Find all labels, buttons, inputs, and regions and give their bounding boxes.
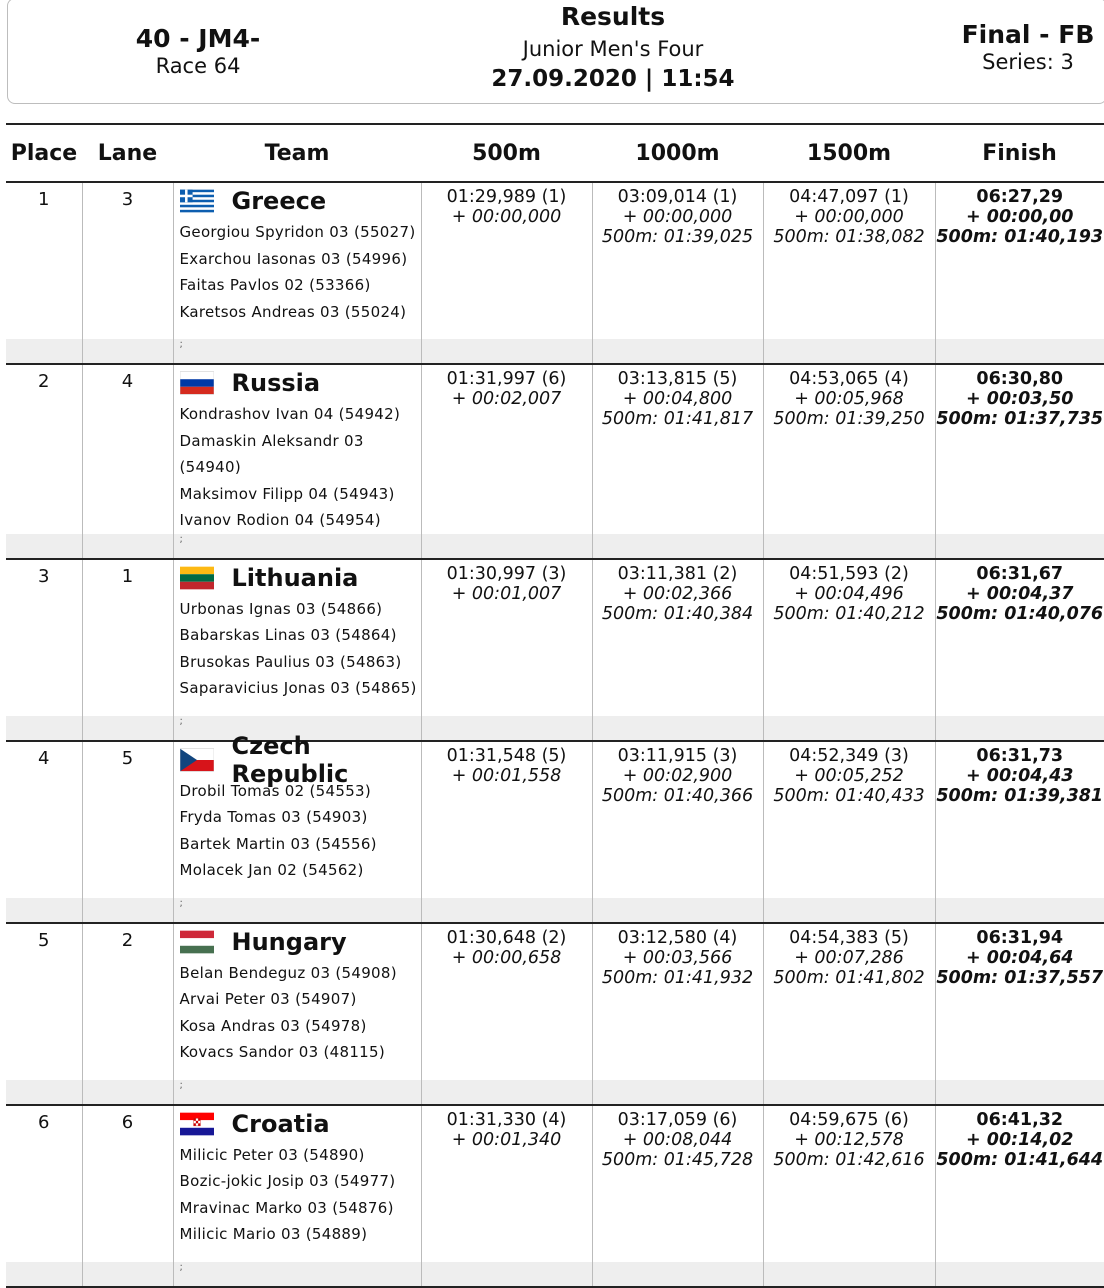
crew-member: Georgiou Spyridon 03 (55027) xyxy=(180,219,421,246)
crew-member: Saparavicius Jonas 03 (54865) xyxy=(180,675,421,702)
race-datetime: 27.09.2020 | 11:54 xyxy=(448,64,778,94)
final-label: Final - FB xyxy=(948,21,1104,49)
crew-list xyxy=(180,596,421,702)
crew-member: Brusokas Paulius 03 (54863) xyxy=(180,649,421,676)
split-pace: 500m: 01:40,366 xyxy=(593,786,763,806)
table-row xyxy=(6,364,1104,534)
split-s1000 xyxy=(592,559,763,716)
col-place: Place xyxy=(6,124,82,182)
country-name: Hungary xyxy=(232,928,347,956)
split-time: 04:54,383 (5) xyxy=(764,928,935,948)
race-number: Race 64 xyxy=(128,53,268,79)
crew-member: Bartek Martin 03 (54556) xyxy=(180,831,421,858)
split-time: 04:59,675 (6) xyxy=(764,1110,935,1130)
split-s1000 xyxy=(592,1105,763,1262)
place-cell: 3 xyxy=(6,559,82,716)
crew-member: Milicic Mario 03 (54889) xyxy=(180,1221,421,1248)
croatia-flag-icon xyxy=(180,1112,214,1136)
crew-list xyxy=(180,960,421,1066)
team-cell xyxy=(173,923,421,1080)
crew-member: Kosa Andras 03 (54978) xyxy=(180,1013,421,1040)
team-cell xyxy=(173,741,421,898)
split-s1000 xyxy=(592,182,763,339)
col-lane: Lane xyxy=(82,124,173,182)
table-row xyxy=(6,741,1104,898)
col-1000m: 1000m xyxy=(592,124,763,182)
split-delta: + 00:07,286 xyxy=(764,948,935,968)
col-1500m: 1500m xyxy=(763,124,935,182)
split-pace: 500m: 01:40,076 xyxy=(936,604,1104,624)
col-500m: 500m xyxy=(421,124,592,182)
split-time: 06:41,32 xyxy=(936,1110,1104,1130)
lane-cell: 3 xyxy=(82,182,173,339)
split-time: 04:53,065 (4) xyxy=(764,369,935,389)
title-block xyxy=(448,3,778,94)
split-time: 06:27,29 xyxy=(936,187,1104,207)
crew-member: Kovacs Sandor 03 (48115) xyxy=(180,1039,421,1066)
crew-member: Arvai Peter 03 (54907) xyxy=(180,986,421,1013)
split-delta: + 00:02,007 xyxy=(422,389,592,409)
split-pace: 500m: 01:41,802 xyxy=(764,968,935,988)
split-s1500 xyxy=(763,923,935,1080)
split-finish xyxy=(935,364,1104,534)
split-time: 03:09,014 (1) xyxy=(593,187,763,207)
split-pace: 500m: 01:40,384 xyxy=(593,604,763,624)
crew-list xyxy=(180,1142,421,1248)
russia-flag-icon xyxy=(180,371,214,395)
results-header xyxy=(7,0,1104,104)
crew-list xyxy=(180,219,421,325)
split-time: 03:11,915 (3) xyxy=(593,746,763,766)
lane-cell: 4 xyxy=(82,364,173,534)
crew-member: Ivanov Rodion 04 (54954) xyxy=(180,507,421,534)
czech-flag-icon xyxy=(180,748,214,772)
split-pace: 500m: 01:41,644 xyxy=(936,1150,1104,1170)
page-title: Results xyxy=(448,3,778,31)
split-delta: + 00:00,000 xyxy=(422,207,592,227)
semicolon-mark: ; xyxy=(173,1262,421,1287)
split-delta: + 00:08,044 xyxy=(593,1130,763,1150)
row-separator xyxy=(6,716,1104,741)
crew-member: Mravinac Marko 03 (54876) xyxy=(180,1195,421,1222)
split-delta: + 00:04,37 xyxy=(936,584,1104,604)
crew-member: Karetsos Andreas 03 (55024) xyxy=(180,299,421,326)
split-delta: + 00:05,252 xyxy=(764,766,935,786)
table-header-row xyxy=(6,124,1104,182)
crew-member: Kondrashov Ivan 04 (54942) xyxy=(180,401,421,428)
split-finish xyxy=(935,923,1104,1080)
crew-member: Exarchou Iasonas 03 (54996) xyxy=(180,246,421,273)
crew-member: Faitas Pavlos 02 (53366) xyxy=(180,272,421,299)
split-pace: 500m: 01:38,082 xyxy=(764,227,935,247)
split-time: 01:31,548 (5) xyxy=(422,746,592,766)
crew-member: Babarskas Linas 03 (54864) xyxy=(180,622,421,649)
split-s1500 xyxy=(763,741,935,898)
split-delta: + 00:00,658 xyxy=(422,948,592,968)
country-name: Russia xyxy=(232,369,321,397)
split-delta: + 00:12,578 xyxy=(764,1130,935,1150)
split-pace: 500m: 01:37,557 xyxy=(936,968,1104,988)
semicolon-mark: ; xyxy=(173,898,421,923)
event-subtitle: Junior Men's Four xyxy=(448,36,778,62)
split-delta: + 00:04,496 xyxy=(764,584,935,604)
split-delta: + 00:04,43 xyxy=(936,766,1104,786)
table-row xyxy=(6,923,1104,1080)
split-s500 xyxy=(421,182,592,339)
split-delta: + 00:00,000 xyxy=(764,207,935,227)
crew-member: Urbonas Ignas 03 (54866) xyxy=(180,596,421,623)
lane-cell: 1 xyxy=(82,559,173,716)
split-time: 04:51,593 (2) xyxy=(764,564,935,584)
split-pace: 500m: 01:45,728 xyxy=(593,1150,763,1170)
col-team: Team xyxy=(173,124,421,182)
split-pace: 500m: 01:39,025 xyxy=(593,227,763,247)
split-s500 xyxy=(421,559,592,716)
split-delta: + 00:02,366 xyxy=(593,584,763,604)
semicolon-mark: ; xyxy=(173,716,421,741)
split-time: 04:47,097 (1) xyxy=(764,187,935,207)
crew-member: Maksimov Filipp 04 (54943) xyxy=(180,481,421,508)
split-pace: 500m: 01:42,616 xyxy=(764,1150,935,1170)
split-time: 03:12,580 (4) xyxy=(593,928,763,948)
row-separator xyxy=(6,1080,1104,1105)
split-finish xyxy=(935,1105,1104,1262)
table-row xyxy=(6,1105,1104,1262)
split-delta: + 00:01,007 xyxy=(422,584,592,604)
split-s1500 xyxy=(763,1105,935,1262)
split-time: 04:52,349 (3) xyxy=(764,746,935,766)
split-time: 01:29,989 (1) xyxy=(422,187,592,207)
row-separator xyxy=(6,1262,1104,1287)
table-row xyxy=(6,559,1104,716)
team-cell xyxy=(173,1105,421,1262)
split-pace: 500m: 01:39,381 xyxy=(936,786,1104,806)
place-cell: 5 xyxy=(6,923,82,1080)
split-time: 06:31,67 xyxy=(936,564,1104,584)
country-name: Lithuania xyxy=(232,564,359,592)
lane-cell: 6 xyxy=(82,1105,173,1262)
col-finish: Finish xyxy=(935,124,1104,182)
place-cell: 1 xyxy=(6,182,82,339)
crew-member: Milicic Peter 03 (54890) xyxy=(180,1142,421,1169)
split-delta: + 00:03,566 xyxy=(593,948,763,968)
split-s1000 xyxy=(592,923,763,1080)
split-s500 xyxy=(421,923,592,1080)
split-delta: + 00:01,558 xyxy=(422,766,592,786)
greece-flag-icon xyxy=(180,189,214,213)
split-finish xyxy=(935,182,1104,339)
team-cell xyxy=(173,559,421,716)
split-delta: + 00:00,000 xyxy=(593,207,763,227)
series-label: Series: 3 xyxy=(948,49,1104,75)
split-pace: 500m: 01:39,250 xyxy=(764,409,935,429)
split-delta: + 00:03,50 xyxy=(936,389,1104,409)
split-time: 01:30,648 (2) xyxy=(422,928,592,948)
split-finish xyxy=(935,741,1104,898)
split-time: 06:31,94 xyxy=(936,928,1104,948)
row-separator xyxy=(6,339,1104,364)
crew-member: Damaskin Aleksandr 03 (54940) xyxy=(180,428,421,481)
semicolon-mark: ; xyxy=(173,339,421,364)
lane-cell: 5 xyxy=(82,741,173,898)
split-time: 01:31,997 (6) xyxy=(422,369,592,389)
split-pace: 500m: 01:41,932 xyxy=(593,968,763,988)
split-delta: + 00:00,00 xyxy=(936,207,1104,227)
split-s500 xyxy=(421,741,592,898)
place-cell: 6 xyxy=(6,1105,82,1262)
place-cell: 2 xyxy=(6,364,82,534)
split-time: 01:30,997 (3) xyxy=(422,564,592,584)
split-s1500 xyxy=(763,559,935,716)
crew-member: Fryda Tomas 03 (54903) xyxy=(180,804,421,831)
split-s1500 xyxy=(763,182,935,339)
team-cell xyxy=(173,364,421,534)
lithuania-flag-icon xyxy=(180,566,214,590)
semicolon-mark: ; xyxy=(173,1080,421,1105)
country-name: Croatia xyxy=(232,1110,330,1138)
split-s500 xyxy=(421,1105,592,1262)
event-code: 40 - JM4- xyxy=(128,25,268,53)
row-separator xyxy=(6,898,1104,923)
split-pace: 500m: 01:40,212 xyxy=(764,604,935,624)
team-cell xyxy=(173,182,421,339)
crew-member: Drobil Tomas 02 (54553) xyxy=(180,778,421,805)
split-s500 xyxy=(421,364,592,534)
country-name: Greece xyxy=(232,187,327,215)
split-time: 03:11,381 (2) xyxy=(593,564,763,584)
lane-cell: 2 xyxy=(82,923,173,1080)
crew-list xyxy=(180,401,421,534)
results-table xyxy=(6,123,1104,1288)
event-block xyxy=(128,25,268,79)
split-delta: + 00:05,968 xyxy=(764,389,935,409)
split-time: 06:31,73 xyxy=(936,746,1104,766)
split-s1000 xyxy=(592,364,763,534)
split-delta: + 00:01,340 xyxy=(422,1130,592,1150)
split-pace: 500m: 01:37,735 xyxy=(936,409,1104,429)
split-s1000 xyxy=(592,741,763,898)
split-s1500 xyxy=(763,364,935,534)
split-pace: 500m: 01:40,433 xyxy=(764,786,935,806)
split-delta: + 00:04,800 xyxy=(593,389,763,409)
split-delta: + 00:02,900 xyxy=(593,766,763,786)
hungary-flag-icon xyxy=(180,930,214,954)
crew-member: Bozic-jokic Josip 03 (54977) xyxy=(180,1168,421,1195)
table-row xyxy=(6,182,1104,339)
country-name: Czech Republic xyxy=(232,732,421,788)
final-block xyxy=(948,21,1104,75)
row-separator xyxy=(6,534,1104,559)
place-cell: 4 xyxy=(6,741,82,898)
split-delta: + 00:14,02 xyxy=(936,1130,1104,1150)
split-finish xyxy=(935,559,1104,716)
split-pace: 500m: 01:40,193 xyxy=(936,227,1104,247)
split-time: 01:31,330 (4) xyxy=(422,1110,592,1130)
split-delta: + 00:04,64 xyxy=(936,948,1104,968)
split-time: 03:17,059 (6) xyxy=(593,1110,763,1130)
semicolon-mark: ; xyxy=(173,534,421,559)
crew-member: Belan Bendeguz 03 (54908) xyxy=(180,960,421,987)
crew-member: Molacek Jan 02 (54562) xyxy=(180,857,421,884)
split-time: 03:13,815 (5) xyxy=(593,369,763,389)
split-pace: 500m: 01:41,817 xyxy=(593,409,763,429)
split-time: 06:30,80 xyxy=(936,369,1104,389)
crew-list xyxy=(180,778,421,884)
